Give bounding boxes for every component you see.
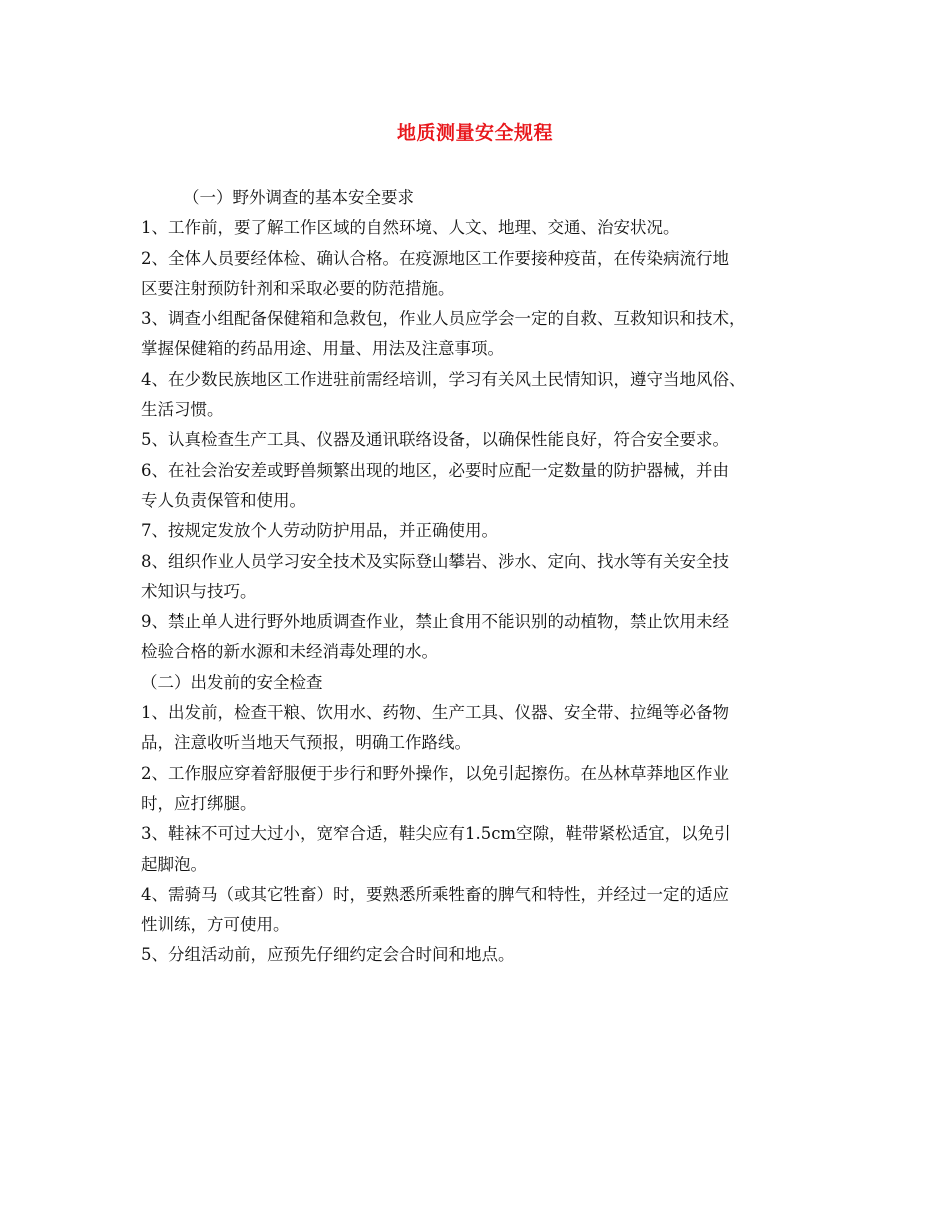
section-heading-2: （二）出发前的安全检查 <box>141 672 323 692</box>
paragraph-line: 2、工作服应穿着舒服便于步行和野外操作，以免引起擦伤。在丛林草莽地区作业 <box>141 763 729 783</box>
paragraph-line: 4、需骑马（或其它牲畜）时，要熟悉所乘牲畜的脾气和特性，并经过一定的适应 <box>141 884 729 904</box>
document-title: 地质测量安全规程 <box>396 122 553 144</box>
section-heading-1: （一）野外调查的基本安全要求 <box>183 188 414 207</box>
document-body <box>141 183 821 971</box>
paragraph-line: 9、禁止单人进行野外地质调查作业，禁止食用不能识别的动植物，禁止饮用未经 <box>141 612 729 632</box>
paragraph-line: 检验合格的新水源和未经消毒处理的水。 <box>141 642 438 662</box>
paragraph-line: 8、组织作业人员学习安全技术及实际登山攀岩、涉水、定向、找水等有关安全技 <box>141 551 729 571</box>
paragraph-line: 性训练，方可使用。 <box>141 915 290 935</box>
paragraph-line: 1、出发前，检查干粮、饮用水、药物、生产工具、仪器、安全带、拉绳等必备物 <box>141 703 729 723</box>
paragraph-line: 术知识与技巧。 <box>141 581 257 601</box>
paragraph-line: 7、按规定发放个人劳动防护用品，并正确使用。 <box>141 521 498 541</box>
paragraph-line: 5、认真检查生产工具、仪器及通讯联络设备，以确保性能良好，符合安全要求。 <box>141 430 729 450</box>
paragraph-line: 时，应打绑腿。 <box>141 793 257 813</box>
paragraph-line: 掌握保健箱的药品用途、用量、用法及注意事项。 <box>141 339 504 359</box>
paragraph-line: 区要注射预防针剂和采取必要的防范措施。 <box>141 278 455 298</box>
paragraph-line: 起脚泡。 <box>141 854 207 874</box>
paragraph-line: 2、全体人员要经体检、确认合格。在疫源地区工作要接种疫苗，在传染病流行地 <box>141 248 729 268</box>
paragraph-line: 5、分组活动前，应预先仔细约定会合时间和地点。 <box>141 945 515 965</box>
paragraph-line: 6、在社会治安差或野兽频繁出现的地区，必要时应配一定数量的防护器械，并由 <box>141 460 729 480</box>
paragraph-line: 品，注意收听当地天气预报，明确工作路线。 <box>141 733 471 753</box>
paragraph-line: 生活习惯。 <box>141 400 224 420</box>
paragraph-line: 专人负责保管和使用。 <box>141 490 306 510</box>
paragraph-line: 4、在少数民族地区工作进驻前需经培训，学习有关风土民情知识，遵守当地风俗、 <box>141 369 746 389</box>
paragraph-line: 1、工作前，要了解工作区域的自然环境、人文、地理、交通、治安状况。 <box>141 218 680 238</box>
paragraph-line: 3、调查小组配备保健箱和急救包，作业人员应学会一定的自救、互救知识和技术， <box>141 309 746 329</box>
paragraph-line: 3、鞋袜不可过大过小，宽窄合适，鞋尖应有1.5cm空隙，鞋带紧松适宜，以免引 <box>141 824 731 844</box>
